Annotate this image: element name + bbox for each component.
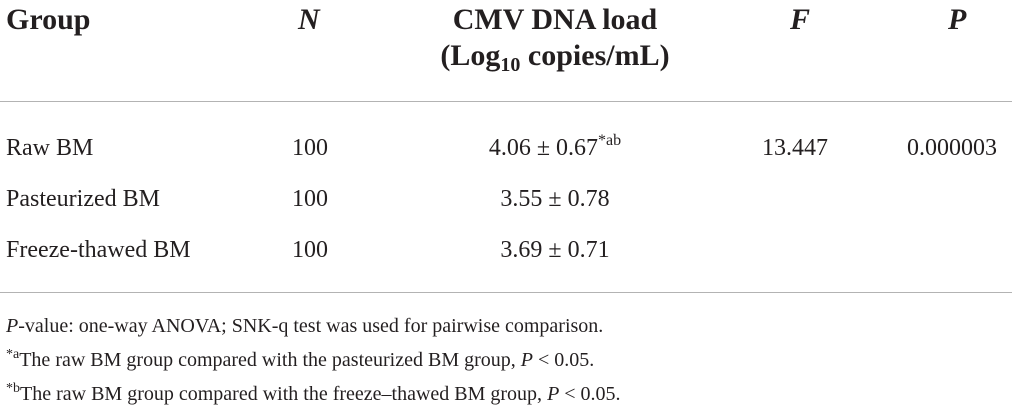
footnote-a [6, 347, 594, 373]
row-2-load-value: 3.55 ± 0.78 [500, 186, 610, 212]
row-1-n: 100 [292, 135, 328, 161]
footnote-2-end: < 0.05. [532, 349, 595, 371]
row-1-load-value: 4.06 ± 0.67 [488, 135, 599, 161]
footnote-3-end: < 0.05. [559, 383, 621, 405]
footnote-3-mark: *b [6, 381, 20, 396]
header-p: P [948, 3, 967, 36]
header-n: N [298, 3, 320, 36]
header-cmv-load-line1: CMV DNA load [452, 3, 658, 36]
header-group: Group [6, 3, 91, 36]
row-1-load-mark: *ab [598, 132, 622, 149]
row-2-load [420, 184, 690, 214]
header-load-prefix: (Log [440, 39, 501, 72]
footnote-b [6, 381, 621, 407]
footnote-pvalue [6, 313, 603, 339]
row-1-p: 0.000003 [907, 135, 997, 161]
footnote-3-italic-p: P [547, 383, 560, 405]
header-load-suffix: copies/mL) [520, 39, 670, 72]
footer-divider [0, 292, 1012, 293]
footnote-3-text: The raw BM group compared with the freeze–thawed BM group, [20, 383, 548, 405]
footnote-1-italic-p: P [6, 315, 19, 337]
footnote-2-italic-p: P [520, 349, 533, 371]
header-load-subscript: 10 [500, 54, 521, 76]
header-f: F [790, 3, 811, 36]
row-3-load [420, 235, 690, 265]
row-1-f: 13.447 [762, 135, 828, 161]
row-2-group: Pasteurized BM [6, 186, 160, 212]
row-3-group: Freeze-thawed BM [6, 237, 191, 263]
footnote-2-mark: *a [6, 347, 20, 362]
row-3-load-value: 3.69 ± 0.71 [500, 237, 610, 263]
row-1-load [420, 133, 690, 163]
row-1-group: Raw BM [6, 135, 94, 161]
header-cmv-load [360, 2, 750, 74]
row-3-n: 100 [292, 237, 328, 263]
header-cmv-load-line2 [360, 38, 750, 74]
footnote-2-text: The raw BM group compared with the pasteurized BM group, [19, 349, 521, 371]
header-divider [0, 101, 1012, 102]
footnote-1-text: -value: one-way ANOVA; SNK-q test was used for pairwise comparison. [18, 315, 604, 337]
row-2-n: 100 [292, 186, 328, 212]
